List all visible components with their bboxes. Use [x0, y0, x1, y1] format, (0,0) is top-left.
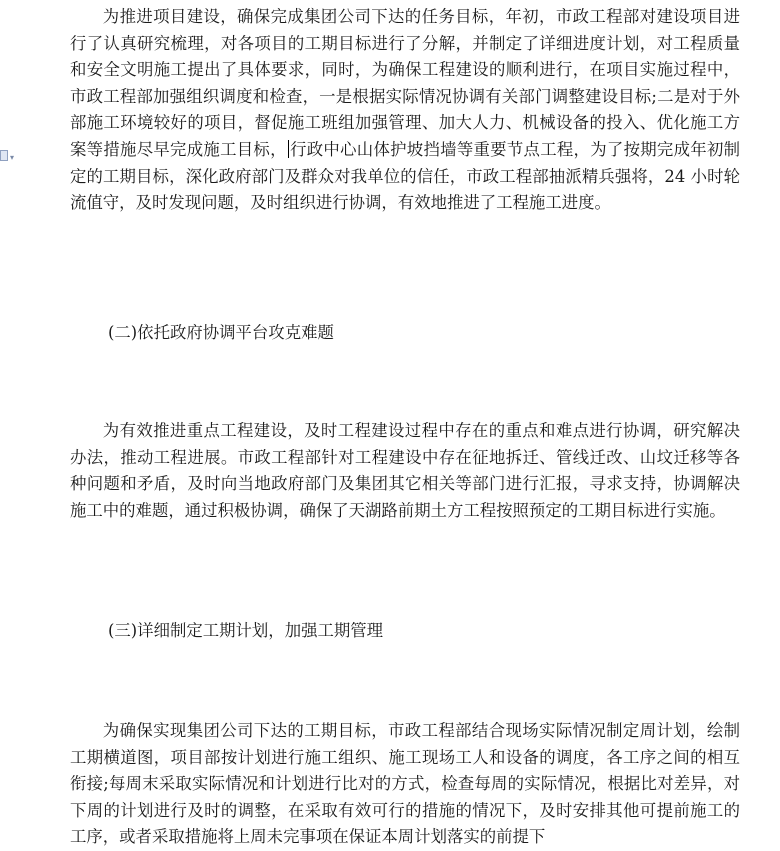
paragraph-1-text-b: 行政中心山体护坡挡墙等重要节点工程，为了按期完成年初制定的工期目标，深化政府部门及群众对我单位的信任，市政工程部抽派精兵强将，24 小时轮流值守，及时发现问题，及时组织进行协调，有效地推进了工程施工进度。 — [70, 139, 741, 213]
paragraph-2: 为有效推进重点工程建设，及时工程建设过程中存在的重点和难点进行协调，研究解决办法，推动工程进展。市政工程部针对工程建设中存在征地拆迁、管线迁改、山坟迁移等各种问题和矛盾，及时向当地政府部门及集团其它相关等部门进行汇报，寻求支持，协调解决施工中的难题，通过积极协调，确保了天湖路前期土方工程按照预定的工期目标进行实施。 — [70, 421, 740, 520]
paragraph-marker-icon[interactable]: ▾ — [0, 150, 18, 164]
text-cursor — [288, 140, 289, 158]
section-heading-3: (三)详细制定工期计划，加强工期管理 — [108, 621, 384, 640]
section-heading-2: (二)依托政府协调平台攻克难题 — [108, 323, 334, 342]
paragraph-1-text-a: 为推进项目建设，确保完成集团公司下达的任务目标，年初，市政工程部对建设项目进行了认真研究梳理，对各项目的工期目标进行了分解，并制定了详细进度计划，对工程质量和安全文明施工提出了具体要求，同时，为确保工程建设的顺利进行，在项目实施过程中，市政工程部加强组织调度和检查，一是根据实际情况协调有关部门调整建设目标;二是对于外部施工环境较好的项目，督促施工班组加强管理、加大人力、机械设备的投入、优化施工方案等措施尽早完成施工目标， — [70, 7, 740, 159]
paragraph-1[interactable] — [70, 4, 740, 217]
paragraph-3: 为确保实现集团公司下达的工期目标，市政工程部结合现场实际情况制定周计划，绘制工期横道图，项目部按计划进行施工组织、施工现场工人和设备的调度，各工序之间的相互衔接;每周末采取实际情况和计划进行比对的方式，检查每周的实际情况，根据比对差异，对下周的计划进行及时的调整，在采取有效可行的措施的情况下，及时安排其他可提前施工的工序，或者采取措施将上周未完事项在保证本周计划落实的前提下 — [70, 721, 740, 847]
